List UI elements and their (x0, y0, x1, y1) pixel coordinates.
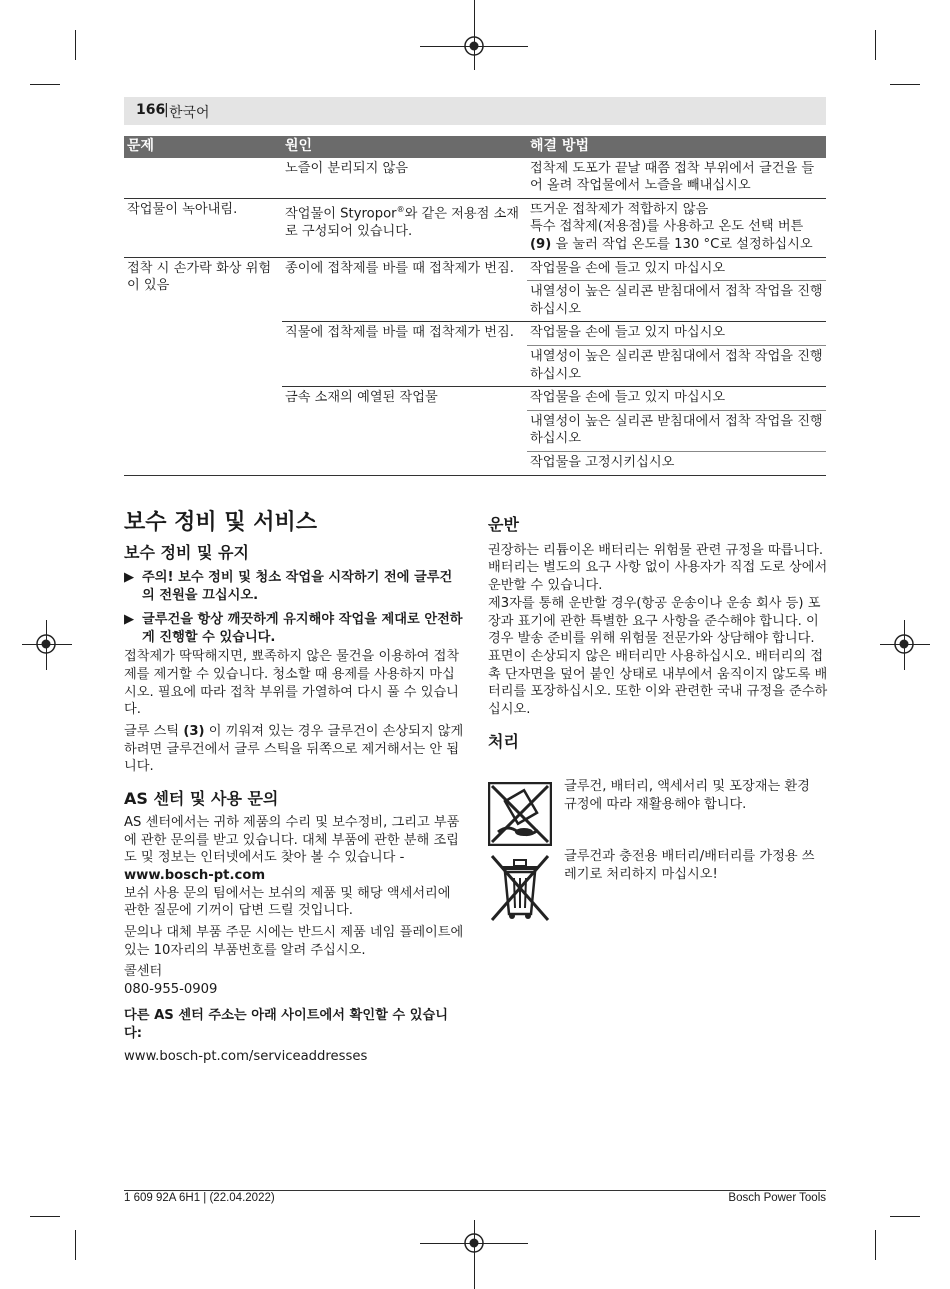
problem-cell (124, 158, 282, 199)
problem-cell (124, 410, 282, 451)
solution-text: 특수 접착제(저용점)를 사용하고 온도 선택 버튼 (530, 219, 804, 235)
left-column (124, 510, 464, 1066)
cause-cell (282, 198, 527, 257)
table-header-row (124, 136, 826, 158)
solution-text: 을 눌러 작업 온도를 130 °C로 설정하십시오 (555, 236, 813, 252)
header-cause: 원인 (282, 136, 527, 158)
button-ref: (9) (530, 236, 552, 252)
paragraph: 제3자를 통해 운반할 경우(항공 운송이나 운송 회사 등) 포장과 표기에 관한 특별한 요구 사항을 준수해야 합니다. 이 경우 발송 준비를 위해 위험물 전문가와 상담해야 합니다. (488, 595, 821, 647)
solution-cell: 작업물을 손에 들고 있지 마십시오 (527, 322, 826, 346)
table-row (124, 387, 826, 411)
registered-mark: ® (396, 204, 405, 214)
cause-cell: 종이에 접착제를 바를 때 접착제가 번짐. (282, 257, 527, 322)
header-separator: | (164, 102, 169, 118)
table-row (124, 198, 826, 257)
registration-mark-icon (891, 631, 917, 657)
registration-mark-icon (33, 631, 59, 657)
crop-mark (30, 1216, 60, 1217)
table-row (124, 158, 826, 199)
cause-text: 작업물이 Styropor (285, 206, 397, 222)
language-label: 한국어 (169, 105, 210, 121)
header-problem: 문제 (124, 136, 282, 158)
table-row (124, 322, 826, 346)
solution-cell (527, 198, 826, 257)
solution-cell: 접착제 도포가 끝날 때쯤 접착 부위에서 글건을 들어 올려 작업물에서 노즐을 빼내십시오 (530, 160, 815, 194)
bullet-triangle-icon: ▶ (124, 570, 135, 586)
cause-cell: 직물에 접착제를 바를 때 접착제가 번짐. (282, 322, 527, 387)
warning-bullet (124, 611, 464, 646)
service-address-link[interactable]: www.bosch-pt.com/serviceaddresses (124, 1049, 368, 1065)
paragraph (124, 723, 464, 776)
brand-label: Bosch Power Tools (728, 1192, 826, 1204)
crop-mark (890, 84, 920, 85)
crop-mark (875, 1230, 876, 1260)
crop-mark (30, 84, 60, 85)
problem-cell: 접착 시 손가락 화상 위험이 있음 (124, 257, 282, 322)
disposal-text-2: 글루건과 충전용 배터리/배터리를 가정용 쓰레기로 처리하지 마십시오! (564, 849, 815, 882)
problem-cell (124, 345, 282, 386)
paragraph-text: 이 끼워져 있는 경우 글루건이 손상되지 않게 하려면 글루건에서 글루 스틱을 뒤쪽으로 제거해서는 안 됩니다. (124, 724, 464, 775)
problem-cell (124, 451, 282, 475)
paragraph-text: 글루 스틱 (124, 724, 180, 740)
disposal-text-1: 글루건, 배터리, 액세서리 및 포장재는 환경 규정에 따라 재활용해야 합니다. (564, 779, 810, 812)
paragraph: 권장하는 리튬이온 배터리는 위험물 관련 규정을 따릅니다. 배터리는 별도의 요구 사항 없이 사용자가 직접 도로 상에서 운반할 수 있습니다. (488, 542, 828, 594)
header-solution: 해결 방법 (527, 136, 826, 158)
crop-mark (75, 30, 76, 60)
right-column (488, 516, 828, 750)
troubleshooting-table (124, 136, 826, 476)
crossed-out-bin-icon (488, 852, 552, 924)
call-center-label: 콜센터 (124, 964, 163, 980)
bullet-text: 글루건을 항상 깨끗하게 유지해야 작업을 제대로 안전하게 진행할 수 있습니다. (142, 611, 463, 645)
solution-text (530, 218, 823, 253)
page-number: 166 (136, 102, 166, 118)
call-center-number: 080-955-0909 (124, 982, 218, 998)
cause-cell: 노즐이 분리되지 않음 (285, 160, 409, 176)
solution-text: 뜨거운 접착제가 적합하지 않음 (530, 201, 709, 217)
subsection-title-maintenance: 보수 정비 및 유지 (124, 542, 249, 562)
website-link[interactable]: www.bosch-pt.com (124, 867, 266, 883)
recycle-packaging-icon (488, 782, 552, 846)
paragraph: 문의나 대체 부품 주문 시에는 반드시 제품 네임 플레이트에 있는 10자리의 부품번호를 알려 주십시오. (124, 925, 464, 958)
footer-rule (124, 1190, 826, 1191)
solution-cell: 작업물을 고정시키십시오 (527, 451, 826, 475)
problem-cell (124, 322, 282, 346)
solution-cell: 내열성이 높은 실리콘 받침대에서 접착 작업을 진행하십시오 (527, 281, 826, 322)
problem-cell: 작업물이 녹아내림. (124, 198, 282, 257)
document-number: 1 609 92A 6H1 | (22.04.2022) (124, 1192, 275, 1204)
paragraph: 표면이 손상되지 않은 배터리만 사용하십시오. 배터리의 접촉 단자면을 덮어 붙인 상태로 내부에서 움직이지 않도록 배터리를 포장하십시오. 또한 이와 관련한 국내 규정을 준수하십시오. (488, 648, 828, 718)
crop-mark (75, 1230, 76, 1260)
solution-cell: 작업물을 손에 들고 있지 마십시오 (527, 257, 826, 281)
registration-mark-icon (461, 33, 487, 59)
subsection-title-disposal: 처리 (488, 731, 519, 751)
subsection-title-transport: 운반 (488, 515, 519, 534)
page-header (124, 97, 826, 125)
bullet-text: 주의! 보수 정비 및 청소 작업을 시작하기 전에 글루건의 전원을 끄십시오. (142, 570, 453, 604)
problem-cell (124, 387, 282, 411)
solution-cell: 내열성이 높은 실리콘 받침대에서 접착 작업을 진행하십시오 (527, 345, 826, 386)
crop-mark (875, 30, 876, 60)
bullet-triangle-icon: ▶ (124, 611, 135, 627)
subsection-title-as-center: AS 센터 및 사용 문의 (124, 789, 279, 809)
table-row (124, 257, 826, 281)
paragraph: 접착제가 딱딱해지면, 뾰족하지 않은 물건을 이용하여 접착제를 제거할 수 있습니다. 청소할 때 용제를 사용하지 마십시오. 필요에 따라 접착 부위를 가열하여 다시 풀 수 있습니다. (124, 649, 460, 718)
section-title-maintenance-service: 보수 정비 및 서비스 (124, 510, 317, 535)
solution-cell: 내열성이 높은 실리콘 받침대에서 접착 작업을 진행하십시오 (527, 410, 826, 451)
paragraph-text: AS 센터에서는 귀하 제품의 수리 및 보수정비, 그리고 부품에 관한 문의를 받고 있습니다. 대체 부품에 관한 분해 조립도 및 정보는 인터넷에서도 찾아 볼 수 있습니다 - (124, 814, 460, 866)
warning-bullet (124, 569, 464, 604)
solution-cell: 작업물을 손에 들고 있지 마십시오 (527, 387, 826, 411)
paragraph: 보쉬 사용 문의 팀에서는 보쉬의 제품 및 해당 액세서리에 관한 질문에 기꺼이 답변 드릴 것입니다. (124, 885, 451, 919)
crop-mark (890, 1216, 920, 1217)
cause-text: 와 같은 저용점 소재로 구성되어 있습니다. (285, 206, 520, 239)
part-ref: (3) (183, 724, 205, 740)
as-address-note: 다른 AS 센터 주소는 아래 사이트에서 확인할 수 있습니다: (124, 1007, 448, 1041)
registration-mark-icon (461, 1230, 487, 1256)
cause-cell: 금속 소재의 예열된 작업물 (282, 387, 527, 475)
paragraph (124, 814, 464, 885)
